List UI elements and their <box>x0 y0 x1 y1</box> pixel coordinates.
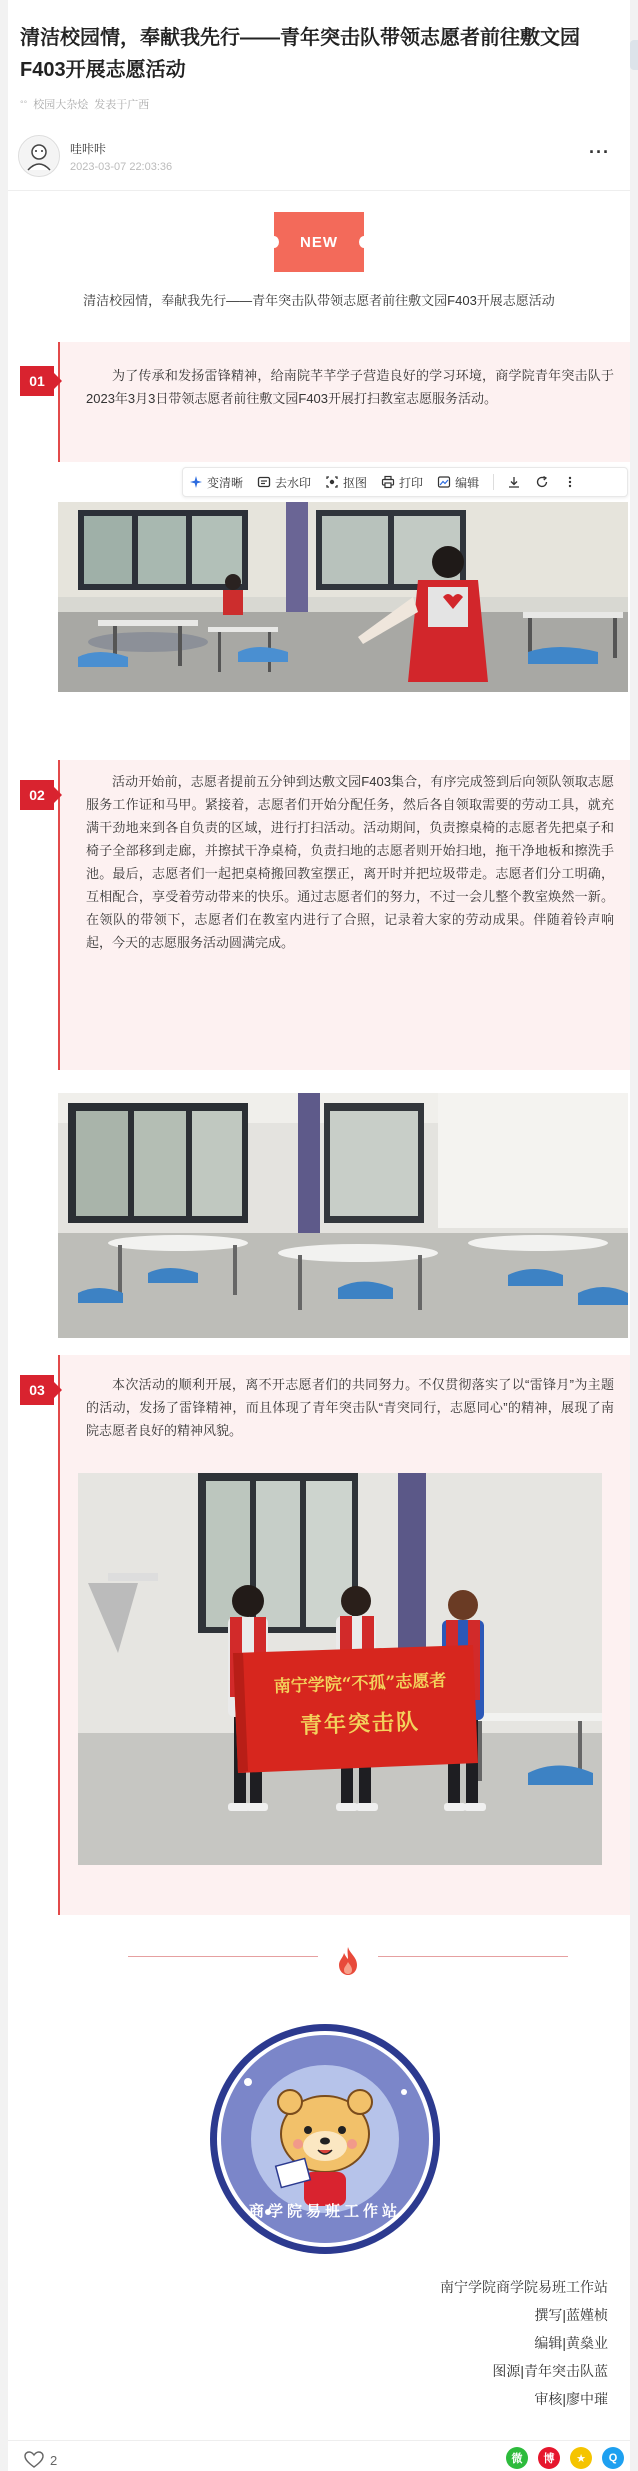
section-03 <box>29 1355 630 1915</box>
article-subtitle: 清洁校园情，奉献我先行——青年突击队带领志愿者前往敷文园F403开展志愿活动 <box>83 293 555 308</box>
printer-icon <box>381 475 395 489</box>
channel-link[interactable]: 校园大杂烩 <box>33 99 89 111</box>
divider-line <box>128 1956 318 1957</box>
toolbar-print-label: 打印 <box>399 475 424 490</box>
sparkle-icon <box>189 475 203 489</box>
wechat-icon[interactable]: 微 <box>506 2447 528 2469</box>
more-options-icon[interactable]: ··· <box>589 142 610 162</box>
section-number: 03 <box>20 1375 54 1405</box>
author-name[interactable]: 哇咔咔 <box>70 141 107 156</box>
article-title: 清洁校园情，奉献我先行——青年突击队带领志愿者前往敷文园F403开展志愿活动 <box>20 27 580 81</box>
credit-line: 南宁学院商学院易班工作站 <box>440 2279 608 2295</box>
new-badge <box>274 212 364 272</box>
like-button[interactable] <box>24 2451 57 2469</box>
credit-line: 撰写|蓝嫤桢 <box>534 2307 608 2323</box>
toolbar-print-button[interactable] <box>381 474 423 491</box>
heart-icon <box>24 2451 44 2469</box>
hashtag-icon: °° <box>20 99 28 109</box>
workstation-logo <box>208 2022 442 2256</box>
cutout-icon <box>325 475 339 489</box>
group-photo <box>78 1473 602 1865</box>
qq-icon[interactable]: Q <box>602 2447 624 2469</box>
credits <box>440 2273 608 2413</box>
logo-ring-text: 商学院易班工作站 <box>248 2202 401 2220</box>
activity-photo-cleaning <box>58 502 628 692</box>
side-scroll-tab[interactable] <box>630 40 638 70</box>
toolbar-enhance-button[interactable] <box>189 474 243 491</box>
toolbar-separator <box>493 474 494 490</box>
like-count: 2 <box>50 2452 58 2468</box>
toolbar-cutout-button[interactable] <box>325 474 367 491</box>
toolbar-watermark-label: 去水印 <box>275 475 312 490</box>
section-02 <box>29 760 630 1070</box>
toolbar-edit-button[interactable] <box>437 474 479 491</box>
more-vertical-icon[interactable] <box>562 474 578 490</box>
section-01 <box>29 342 630 462</box>
divider-line <box>378 1956 568 1957</box>
credit-line: 审核|廖中璀 <box>534 2391 608 2407</box>
publish-location: 发表于广西 <box>94 99 150 111</box>
section-text: 为了传承和发扬雷锋精神，给南院芊芊学子营造良好的学习环境，商学院青年突击队于2023年3月3日带领志愿者前往敷文园F403开展打扫教室志愿服务活动。 <box>86 368 614 406</box>
weibo-icon[interactable]: 博 <box>538 2447 560 2469</box>
banner-line-2: 青年突击队 <box>299 1708 421 1740</box>
edit-icon <box>437 475 451 489</box>
avatar[interactable] <box>18 135 60 177</box>
banner-line-1: 南宁学院“不孤”志愿者 <box>273 1670 447 1698</box>
download-icon[interactable] <box>506 474 522 490</box>
section-text: 活动开始前，志愿者提前五分钟到达敷文园F403集合，有序完成签到后向领队领取志愿服务工作证和马甲。紧接着，志愿者们开始分配任务，然后各自领取需要的劳动工具，就充满干劲地来到各自负责的区域，进行打扫活动。活动期间，负责擦桌椅的志愿者先把桌子和椅子全部移到走廊，并擦拭干净桌椅，负责扫地的志愿者则开始扫地，拖干净地板和擦洗手池。最后，志愿者们一起把桌椅搬回教室摆正，离开时并把垃圾带走。志愿者们分工明确，互相配合，享受着劳动带来的快乐。通过志愿者们的努力，不过一会儿整个教室焕然一新。在领队的带领下，志愿者们在教室内进行了合照，记录着大家的劳动成果。伴随着铃声响起，今天的志愿服务活动圆满完成。 <box>86 774 614 950</box>
section-number: 01 <box>20 366 54 396</box>
credit-line: 编辑|黄燊业 <box>534 2335 608 2351</box>
activity-photo-clean-classroom <box>58 1093 628 1338</box>
divider <box>8 190 630 191</box>
flame-icon <box>336 1946 360 1976</box>
watermark-icon <box>257 475 271 489</box>
section-text: 本次活动的顺利开展，离不开志愿者们的共同努力。不仅贯彻落实了以“雷锋月”为主题的活动，发扬了雷锋精神，而且体现了青年突击队“青突同行，志愿同心”的精神，展现了南院志愿者良好的精神风貌。 <box>86 1377 614 1438</box>
article-page <box>8 0 630 2471</box>
ornament-divider <box>128 1946 568 1976</box>
toolbar-cutout-label: 抠图 <box>343 475 368 490</box>
toolbar-edit-label: 编辑 <box>455 475 480 490</box>
author-info <box>70 140 172 173</box>
image-toolbar <box>182 467 628 497</box>
toolbar-enhance-label: 变清晰 <box>207 475 244 490</box>
bottom-bar <box>8 2440 630 2471</box>
author-time: 2023-03-07 22:03:36 <box>70 160 173 173</box>
author-row <box>18 132 618 180</box>
share-icons <box>506 2447 624 2469</box>
qzone-icon[interactable]: ★ <box>570 2447 592 2469</box>
new-badge-label: NEW <box>274 212 364 272</box>
toolbar-watermark-button[interactable] <box>257 474 311 491</box>
credit-line: 图源|青年突击队蓝 <box>492 2363 608 2379</box>
article-meta <box>20 96 149 112</box>
section-number: 02 <box>20 780 54 810</box>
rotate-icon[interactable] <box>534 474 550 490</box>
